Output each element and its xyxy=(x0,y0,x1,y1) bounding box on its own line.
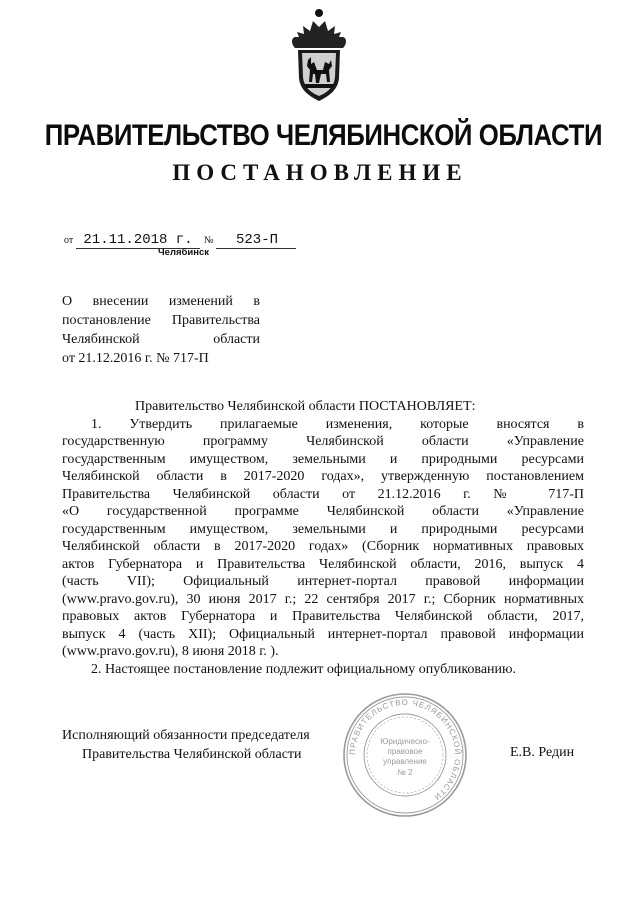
signatory-title xyxy=(62,726,310,764)
coat-of-arms-camel-icon xyxy=(286,4,352,104)
stamp-inner-text: управление xyxy=(383,757,427,766)
item-1 xyxy=(62,416,584,661)
city-label: Челябинск xyxy=(158,247,210,258)
number-underline xyxy=(216,248,296,249)
body-line: Правительства Челябинской области от 21.12.2016 г. № 717-П xyxy=(62,486,584,502)
body-line: 1. Утвердить прилагаемые изменения, которые вносятся в xyxy=(91,416,584,432)
signatory-title-line: Правительства Челябинской области xyxy=(82,747,302,762)
body-line: государственную программу Челябинской области «Управление xyxy=(62,434,584,449)
subject-line: Челябинской области xyxy=(62,332,260,347)
body-line: государственным имуществом, земельными и природными ресурсами xyxy=(62,521,584,537)
body-line: Челябинской области в 2017-2020 годах», утвержденную постановлением xyxy=(62,469,584,484)
signatory-title-line: Исполняющий обязанности председателя xyxy=(62,728,310,743)
number-prefix: № xyxy=(204,235,214,246)
stamp-inner-text: Юридическо- xyxy=(380,737,430,746)
document-body xyxy=(62,398,584,678)
subject-block xyxy=(62,292,260,368)
document-type: ПОСТАНОВЛЕНИЕ xyxy=(172,160,468,185)
stamp-inner-text: № 2 xyxy=(397,768,413,777)
subject-line: от 21.12.2016 г. № 717-П xyxy=(62,351,209,366)
document-number: 523-П xyxy=(235,232,278,248)
body-line: правовых актов Губернатора и Правительства Челябинской области, 2017, xyxy=(62,609,584,624)
body-line: Челябинской области в 2017-2020 годах» (Сборник нормативных правовых xyxy=(62,539,584,554)
body-line: (www.pravo.gov.ru), 8 июня 2018 г. ). xyxy=(62,644,279,659)
subject-line: постановление Правительства xyxy=(62,313,260,328)
body-line: государственным имуществом, земельными и природными ресурсами xyxy=(62,451,584,467)
body-line: (www.pravo.gov.ru), 30 июня 2017 г.; 22 сентября 2017 г.; Сборник нормативных xyxy=(62,591,584,607)
signatory-name: Е.В. Редин xyxy=(510,745,575,760)
official-stamp-icon xyxy=(342,692,468,818)
body-line: «О государственной программе Челябинской области «Управление xyxy=(62,504,584,519)
date-prefix: от xyxy=(64,235,74,246)
body-line: (часть VII); Официальный интернет-портал правовой информации xyxy=(62,574,584,589)
body-line: выпуск 4 (часть XII); Официальный интернет-портал правовой информации xyxy=(62,626,584,642)
resolution-intro: Правительство Челябинской области ПОСТАНОВЛЯЕТ: xyxy=(135,399,476,414)
stamp-ring-text: ПРАВИТЕЛЬСТВО ЧЕЛЯБИНСКОЙ ОБЛАСТИ xyxy=(347,697,463,803)
subject-line: О внесении изменений в xyxy=(62,294,260,309)
stamp-inner-text: правовое xyxy=(387,747,423,756)
body-line: актов Губернатора и Правительства Челябинской области, 2016, выпуск 4 xyxy=(62,556,584,572)
document-date: 21.11.2018 г. xyxy=(83,232,193,248)
item-2: 2. Настоящее постановление подлежит официальному опубликованию. xyxy=(91,661,516,677)
government-title: ПРАВИТЕЛЬСТВО ЧЕЛЯБИНСКОЙ ОБЛАСТИ xyxy=(44,119,603,152)
document-meta xyxy=(64,225,304,249)
